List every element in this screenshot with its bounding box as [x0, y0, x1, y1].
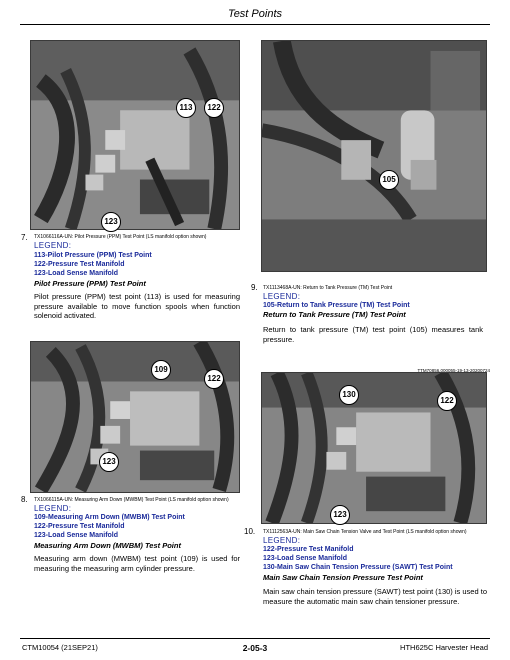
figure-7-number: 7. [21, 233, 28, 242]
footer-product-name: HTH625C Harvester Head [400, 643, 488, 652]
footer-manual-id: CTM10054 (21SEP21) [22, 643, 98, 652]
figure-7-body: Pilot pressure (PPM) test point (113) is used for measuring pressure available to move function spools when function solenoid activated. [34, 292, 240, 320]
figure-8-legend-title: LEGEND: [34, 504, 72, 513]
figure-10-legend-title: LEGEND: [263, 536, 301, 545]
figure-10-body: Main saw chain tension pressure (SAWT) test point (130) is used to measure the automatic main saw chain tensioner pressure. [263, 587, 487, 606]
header-rule [20, 24, 490, 25]
figure-8-number: 8. [21, 495, 28, 504]
callout-109: 109 [151, 360, 171, 380]
figure-7-legend-item: 113-Pilot Pressure (PPM) Test Point [34, 252, 152, 259]
figure-9-body: Return to tank pressure (TM) test point (105) measures tank pressure. [263, 325, 483, 344]
figure-7-legend-title: LEGEND: [34, 241, 72, 250]
callout-123: 123 [99, 452, 119, 472]
figure-8-legend-item: 122-Pressure Test Manifold [34, 523, 125, 530]
figure-8-legend-item: 123-Load Sense Manifold [34, 532, 119, 539]
figure-10-heading: Main Saw Chain Tension Pressure Test Point [263, 573, 423, 582]
footer-rule [20, 638, 490, 639]
footer-page-number: 2-05-3 [242, 643, 268, 653]
figure-8-heading: Measuring Arm Down (MWBM) Test Point [34, 541, 181, 550]
figure-7-caption: TX1066116A-UN: Pilot Pressure (PPM) Test Point (LS manifold option shown) [34, 234, 207, 240]
figure-7-photo [30, 40, 240, 230]
figure-10-caption: TX1112563A-UN: Main Saw Chain Tension Valve and Test Point (LS manifold option shown) [263, 529, 467, 535]
figure-9-legend-title: LEGEND: [263, 292, 301, 301]
figure-7-heading: Pilot Pressure (PPM) Test Point [34, 279, 146, 288]
callout-130: 130 [339, 385, 359, 405]
figure-9-caption: TX1113468A-UN: Return to Tank Pressure (TM) Test Point [263, 285, 393, 291]
figure-10-legend-item: 122-Pressure Test Manifold [263, 546, 354, 553]
figure-10-legend-item: 130-Main Saw Chain Tension Pressure (SAWT) Test Point [263, 564, 453, 571]
callout-122: 122 [437, 391, 457, 411]
callout-123: 123 [330, 505, 350, 525]
figure-7-legend-item: 122-Pressure Test Manifold [34, 261, 125, 268]
figure-7-legend-item: 123-Load Sense Manifold [34, 270, 119, 277]
figure-8-caption: TX1066115A-UN: Measuring Arm Down (MWBM) Test Point (LS manifold option shown) [34, 497, 229, 503]
figure-10-number: 10. [244, 527, 256, 536]
figure-8-photo [30, 341, 240, 493]
callout-122: 122 [204, 369, 224, 389]
figure-9-legend-item: 105-Return to Tank Pressure (TM) Test Point [263, 302, 410, 309]
figure-9-photo [261, 40, 487, 272]
callout-122: 122 [204, 98, 224, 118]
figure-8-body: Measuring arm down (MWBM) test point (109) is used for measuring the measuring arm cylinder pressure. [34, 554, 240, 573]
document-id: TTM70856,000055-19-13-20200724 [417, 368, 490, 373]
figure-9-number: 9. [251, 283, 258, 292]
figure-8-legend-item: 109-Measuring Arm Down (MWBM) Test Point [34, 514, 185, 521]
callout-105: 105 [379, 170, 399, 190]
callout-113: 113 [176, 98, 196, 118]
page-title: Test Points [227, 8, 282, 20]
figure-9-heading: Return to Tank Pressure (TM) Test Point [263, 310, 406, 319]
figure-10-legend-item: 123-Load Sense Manifold [263, 555, 348, 562]
callout-123: 123 [101, 212, 121, 232]
